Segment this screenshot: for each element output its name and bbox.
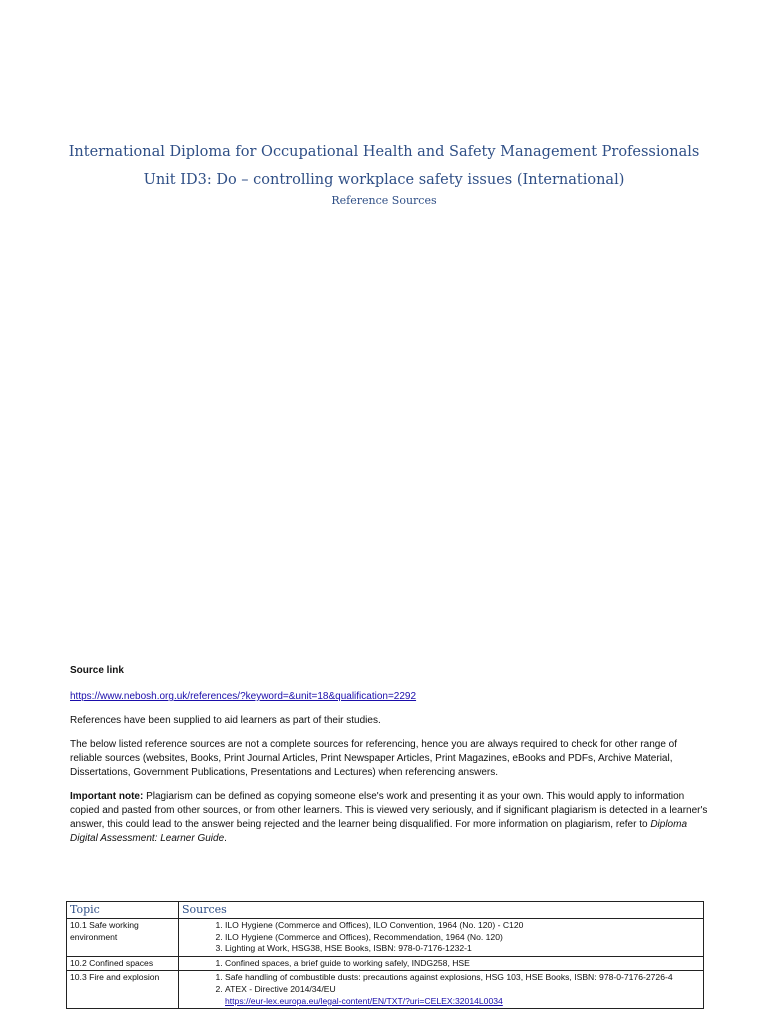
unit-title: Unit ID3: Do – controlling workplace safety issues (International) <box>143 172 625 188</box>
source-link[interactable]: https://www.nebosh.org.uk/references/?keyword=&unit=18&qualification=2292 <box>70 691 417 702</box>
title-block <box>0 144 768 207</box>
important-label: Important note: <box>70 791 144 802</box>
referencing-paragraph: The below listed reference sources are not a complete sources for referencing, hence you are always required to check for other range of reliable sources (websites, Books, Print Journal Articles, Print Newspaper Articles, Print Magazines, eBooks and PDFs, Archive Material, Dissertations, Government Publications, Presentations and Lectures) when referencing answers. <box>70 739 677 778</box>
source-item: 1. Safe handling of combustible dusts: precautions against explosions, HSG 103, HSE Books, ISBN: 978-0-7176-2726-4 <box>225 972 700 984</box>
table-row <box>67 971 704 1009</box>
topic-header: Topic <box>67 902 179 919</box>
source-item-text: ATEX - Directive 2014/34/EU <box>225 983 336 994</box>
sources-cell <box>179 971 704 1009</box>
sources-cell <box>179 956 704 971</box>
table-header-row <box>67 902 704 919</box>
topic-cell: 10.3 Fire and explosion <box>67 971 179 1009</box>
important-end: . <box>224 833 227 844</box>
document-subtitle: Reference Sources <box>331 194 437 207</box>
source-item: 3. Lighting at Work, HSG38, HSE Books, ISBN: 978-0-7176-1232-1 <box>225 943 700 955</box>
important-text: Plagiarism can be defined as copying someone else's work and presenting it as your own. This would apply to information copied and pasted from other sources, or from other learners. This is viewed very seriously, and if significant plagiarism is detected in a learner's answer, this could lead to the answer being rejected and the learner being disqualified. For more information on plagiarism, refer to <box>70 791 708 830</box>
source-item: 2. ILO Hygiene (Commerce and Offices), Recommendation, 1964 (No. 120) <box>225 932 700 944</box>
source-link-heading: Source link <box>70 665 124 676</box>
table-row <box>67 919 704 957</box>
important-note <box>70 790 710 846</box>
reference-table <box>66 901 704 1009</box>
intro-paragraph: References have been supplied to aid learners as part of their studies. <box>70 715 381 726</box>
topic-cell: 10.1 Safe working environment <box>67 919 179 957</box>
source-item: 1. Confined spaces, a brief guide to working safely, INDG258, HSE <box>225 958 700 970</box>
sources-header: Sources <box>179 902 704 919</box>
source-item: 1. ILO Hygiene (Commerce and Offices), ILO Convention, 1964 (No. 120) - C120 <box>225 920 700 932</box>
eur-lex-link[interactable]: https://eur-lex.europa.eu/legal-content/EN/TXT/?uri=CELEX:32014L0034 <box>225 995 503 1006</box>
topic-cell: 10.2 Confined spaces <box>67 956 179 971</box>
body-text <box>70 664 710 856</box>
sources-cell <box>179 919 704 957</box>
source-item <box>225 984 700 1007</box>
learner-guide-title: Diploma Digital Assessment: Learner Guide <box>70 819 688 844</box>
document-title: International Diploma for Occupational Health and Safety Management Professionals <box>68 144 700 160</box>
table-row <box>67 956 704 971</box>
